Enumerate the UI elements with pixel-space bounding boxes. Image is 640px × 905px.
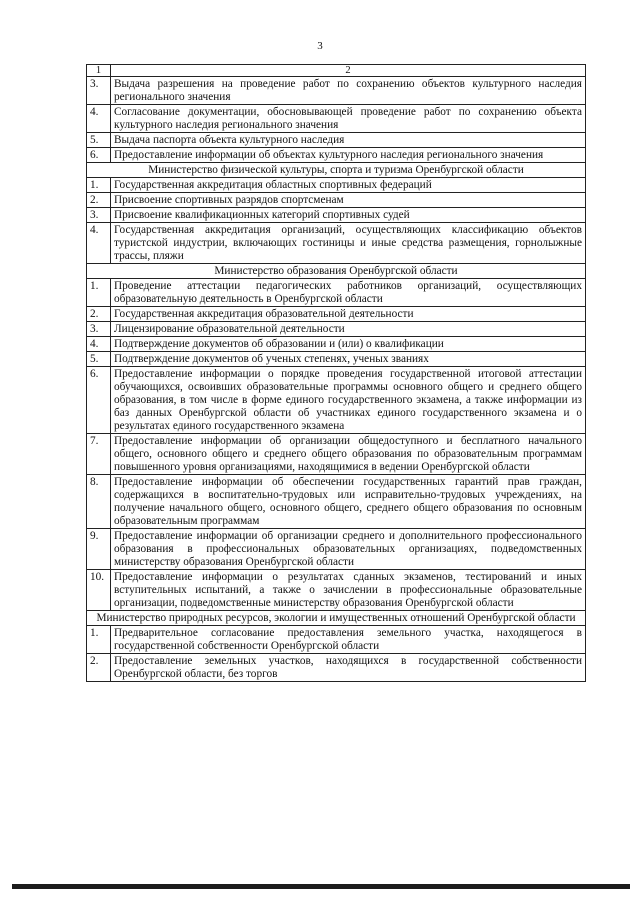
service-row [87, 570, 586, 611]
section-heading-row [87, 611, 586, 626]
service-row [87, 279, 586, 307]
services-table [86, 64, 586, 682]
service-row [87, 193, 586, 208]
service-row [87, 367, 586, 434]
service-description: Выдача паспорта объекта культурного наследия [111, 133, 586, 148]
table-header-row [87, 65, 586, 77]
service-row [87, 529, 586, 570]
service-row [87, 626, 586, 654]
header-col-name: 2 [111, 65, 586, 77]
service-number: 8. [87, 475, 111, 529]
service-number: 2. [87, 307, 111, 322]
service-description: Государственная аккредитация организаций, осуществляющих классификацию объектов туристской индустрии, включающих гостиницы и иные средства размещения, горнолыжные трассы, пляжи [111, 223, 586, 264]
service-row [87, 337, 586, 352]
service-number: 4. [87, 337, 111, 352]
service-row [87, 307, 586, 322]
service-description: Проведение аттестации педагогических работников организаций, осуществляющих образовательную деятельность в Оренбургской области [111, 279, 586, 307]
service-number: 3. [87, 208, 111, 223]
service-row [87, 654, 586, 682]
service-row [87, 77, 586, 105]
service-description: Предоставление информации об организации общедоступного и бесплатного начального общего, основного общего и среднего общего образования по образовательным программам повышенного уровня организациями, находящимися в ведении Оренбургской области [111, 434, 586, 475]
section-heading-row [87, 163, 586, 178]
service-number: 5. [87, 352, 111, 367]
page-number: 3 [317, 40, 323, 52]
service-number: 9. [87, 529, 111, 570]
service-row [87, 352, 586, 367]
scan-bottom-edge [12, 884, 630, 889]
service-row [87, 475, 586, 529]
service-row [87, 208, 586, 223]
service-number: 3. [87, 322, 111, 337]
service-row [87, 105, 586, 133]
service-number: 7. [87, 434, 111, 475]
service-number: 6. [87, 367, 111, 434]
service-description: Согласование документации, обосновывающей проведение работ по сохранению объекта культурного наследия регионального значения [111, 105, 586, 133]
service-number: 2. [87, 654, 111, 682]
service-description: Государственная аккредитация образовательной деятельности [111, 307, 586, 322]
header-col-number: 1 [87, 65, 111, 77]
service-number: 1. [87, 178, 111, 193]
service-row [87, 434, 586, 475]
service-description: Выдача разрешения на проведение работ по сохранению объектов культурного наследия регионального значения [111, 77, 586, 105]
service-description: Подтверждение документов об ученых степенях, ученых званиях [111, 352, 586, 367]
service-number: 1. [87, 279, 111, 307]
service-number: 4. [87, 105, 111, 133]
services-table-body [87, 65, 586, 682]
service-row [87, 322, 586, 337]
service-description: Присвоение спортивных разрядов спортсменам [111, 193, 586, 208]
service-number: 5. [87, 133, 111, 148]
service-description: Предоставление земельных участков, находящихся в государственной собственности Оренбургской области, без торгов [111, 654, 586, 682]
section-heading: Министерство образования Оренбургской области [87, 264, 586, 279]
service-row [87, 178, 586, 193]
service-row [87, 133, 586, 148]
service-description: Предоставление информации об объектах культурного наследия регионального значения [111, 148, 586, 163]
service-description: Лицензирование образовательной деятельности [111, 322, 586, 337]
service-row [87, 223, 586, 264]
service-description: Государственная аккредитация областных спортивных федераций [111, 178, 586, 193]
service-description: Присвоение квалификационных категорий спортивных судей [111, 208, 586, 223]
service-row [87, 148, 586, 163]
service-number: 6. [87, 148, 111, 163]
service-number: 10. [87, 570, 111, 611]
section-heading: Министерство природных ресурсов, экологии и имущественных отношений Оренбургской области [87, 611, 586, 626]
service-description: Предоставление информации об организации среднего и дополнительного профессионального образования в профессиональных образовательных организациях, подведомственных министерству образования Оренбургской области [111, 529, 586, 570]
section-heading: Министерство физической культуры, спорта и туризма Оренбургской области [87, 163, 586, 178]
service-description: Предоставление информации об обеспечении государственных гарантий прав граждан, содержащихся в воспитательно-трудовых или исправительно-трудовых учреждениях, на получение начального общего, основного общего, среднего общего образования по основным образовательным программам [111, 475, 586, 529]
service-number: 2. [87, 193, 111, 208]
section-heading-row [87, 264, 586, 279]
service-description: Предоставление информации о порядке проведения государственной итоговой аттестации обучающихся, освоивших образовательные программы основного общего и среднего общего образования, в том числе в форме единого государственного экзамена, а также информации из баз данных Оренбургской области об участниках единого государственного экзамена и о результатах единого государственного экзамена [111, 367, 586, 434]
service-description: Предварительное согласование предоставления земельного участка, находящегося в государственной собственности Оренбургской области [111, 626, 586, 654]
service-number: 4. [87, 223, 111, 264]
service-number: 1. [87, 626, 111, 654]
service-description: Предоставление информации о результатах сданных экзаменов, тестирований и иных вступительных испытаний, а также о зачислении в профессиональные образовательные организации, подведомственные министерству образования Оренбургской области [111, 570, 586, 611]
service-number: 3. [87, 77, 111, 105]
service-description: Подтверждение документов об образовании и (или) о квалификации [111, 337, 586, 352]
